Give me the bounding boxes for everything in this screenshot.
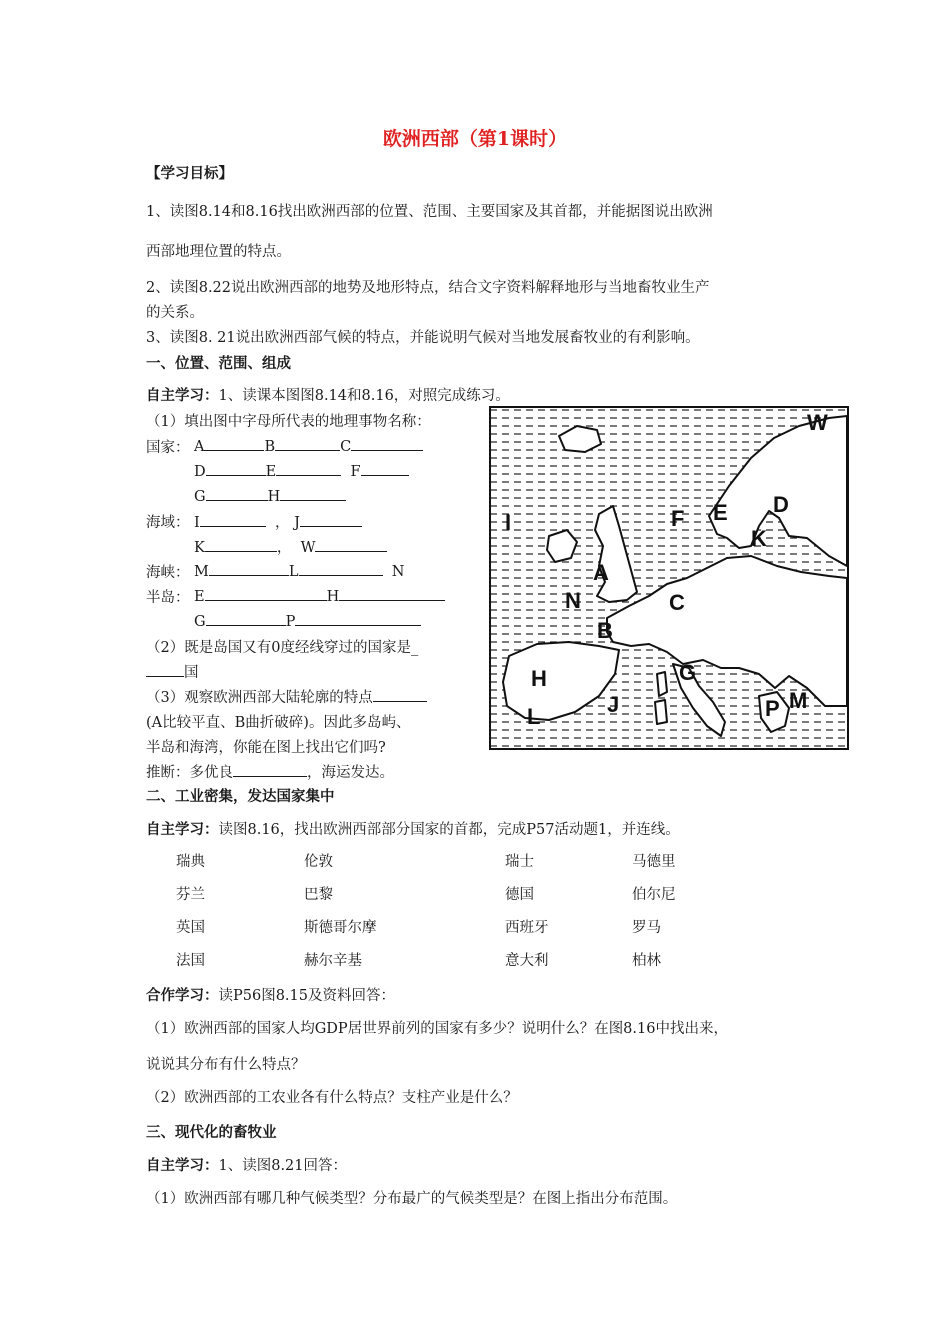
section3-heading: 三、现代化的畜牧业: [146, 1124, 277, 1141]
self-study-text: 读图8.16，找出欧洲西部部分国家的首都，完成P57活动题1，并连线。: [218, 822, 680, 838]
blank-F[interactable]: [361, 461, 409, 476]
q3-line3: 半岛和海湾，你能在图上找出它们吗?: [146, 740, 386, 756]
objective-1-line1: 1、读图8.14和8.16找出欧洲西部的位置、范围、主要国家及其首都，并能据图说出欧洲: [146, 204, 713, 220]
map-label: M: [789, 688, 808, 713]
objectives-heading: 【学习目标】: [146, 165, 233, 182]
map-label: W: [807, 410, 828, 435]
blank-row-DEF: D E F: [194, 461, 409, 480]
match-country-2[interactable]: 瑞士: [505, 854, 534, 870]
match-capital-1[interactable]: 斯德哥尔摩: [304, 920, 377, 936]
coop-text: 读P56图8.15及资料回答：: [218, 988, 395, 1004]
blank-q3[interactable]: [373, 687, 427, 702]
map-label: F: [671, 506, 685, 531]
match-country-2[interactable]: 意大利: [505, 953, 549, 969]
blank-E[interactable]: [276, 461, 341, 476]
q2-line2: 国: [146, 661, 199, 682]
match-capital-1[interactable]: 伦敦: [304, 854, 333, 870]
blank-G[interactable]: [206, 486, 268, 501]
match-country-1[interactable]: 瑞典: [176, 854, 205, 870]
q1-prompt: （1）填出图中字母所代表的地理事物名称：: [146, 414, 431, 430]
map-label: J: [607, 692, 620, 717]
match-capital-1[interactable]: 赫尔辛基: [304, 953, 362, 969]
self-study-text: 1、读课本图图8.14和8.16，对照完成练习。: [218, 388, 510, 404]
blank-row-IJ: I ， J: [194, 511, 362, 532]
blank-row-ABC: A B C: [194, 436, 423, 455]
coop-label: 合作学习：: [146, 987, 219, 1004]
blank-peninsula-E[interactable]: [205, 586, 327, 601]
objective-1-line2: 西部地理位置的特点。: [146, 244, 291, 260]
match-country-1[interactable]: 英国: [176, 920, 205, 936]
map-label: K: [751, 526, 767, 551]
blank-M[interactable]: [209, 561, 289, 576]
map-label: P: [765, 696, 780, 721]
blank-row-GH: G H: [194, 486, 346, 505]
map-label: L: [527, 704, 541, 729]
section2-self-study: [146, 818, 680, 839]
blank-row-EH: E H: [194, 586, 445, 605]
match-country-2[interactable]: 德国: [505, 887, 534, 903]
q3-line4: 推断：多优良 ，海运发达。: [146, 761, 394, 782]
blank-L[interactable]: [299, 561, 383, 576]
blank-B[interactable]: [275, 436, 340, 451]
q3-line2: (A比较平直、B曲折破碎)。因此多岛屿、: [146, 715, 411, 731]
coop-study: [146, 984, 395, 1005]
blank-J[interactable]: [300, 512, 362, 527]
match-country-1[interactable]: 法国: [176, 953, 205, 969]
match-country-2[interactable]: 西班牙: [505, 920, 549, 936]
section1-heading: 一、位置、范围、组成: [146, 355, 291, 372]
peninsula-label: 半岛：: [146, 590, 190, 606]
blank-H[interactable]: [280, 486, 346, 501]
self-study-label: 自主学习：: [146, 821, 219, 838]
blank-row-GP: G P: [194, 611, 421, 630]
map-label: N: [565, 588, 581, 613]
objective-2-line2: 的关系。: [146, 305, 204, 321]
match-capital-2[interactable]: 罗马: [632, 920, 661, 936]
blank-peninsula-P[interactable]: [295, 611, 421, 626]
country-label: 国家：: [146, 440, 190, 456]
match-capital-2[interactable]: 伯尔尼: [632, 887, 676, 903]
self-study-text: 1、读图8.21回答：: [218, 1158, 348, 1174]
europe-map: [489, 406, 849, 750]
page-title: 欧洲西部（第1课时）: [382, 128, 568, 150]
blank-C[interactable]: [351, 436, 423, 451]
section3-q1: （1）欧洲西部有哪几种气候类型？分布最广的气候类型是？在图上指出分布范围。: [146, 1191, 678, 1207]
match-country-1[interactable]: 芬兰: [176, 887, 205, 903]
map-label: G: [679, 660, 697, 685]
coop-q2: （2）欧洲西部的工农业各有什么特点？支柱产业是什么？: [146, 1090, 518, 1106]
blank-D[interactable]: [206, 461, 266, 476]
blank-W[interactable]: [315, 537, 387, 552]
map-label: I: [505, 510, 512, 535]
blank-A[interactable]: [204, 436, 264, 451]
map-label: H: [531, 666, 547, 691]
map-label: E: [713, 500, 728, 525]
blank-K[interactable]: [205, 537, 277, 552]
match-capital-1[interactable]: 巴黎: [304, 887, 333, 903]
blank-peninsula-G[interactable]: [206, 611, 286, 626]
self-study-label: 自主学习：: [146, 387, 219, 404]
coop-q1-line1: （1）欧洲西部的国家人均GDP居世界前列的国家有多少？说明什么？在图8.16中找出来，: [146, 1021, 728, 1037]
q3-line1: （3）观察欧洲西部大陆轮廓的特点: [146, 686, 427, 707]
blank-row-MLN: M L N: [194, 561, 404, 580]
blank-I[interactable]: [200, 512, 266, 527]
objective-2-line1: 2、读图8.22说出欧洲西部的地势及地形特点，结合文字资料解释地形与当地畜牧业生产: [146, 280, 710, 296]
strait-label: 海峡：: [146, 565, 190, 581]
section3-self-study: [146, 1154, 347, 1175]
map-label: D: [773, 492, 789, 517]
self-study-label: 自主学习：: [146, 1157, 219, 1174]
blank-harbor[interactable]: [233, 762, 307, 777]
sea-label: 海域：: [146, 515, 190, 531]
section1-self-study: [146, 384, 510, 405]
blank-row-KW: K ， W: [194, 536, 387, 557]
map-label: C: [669, 590, 685, 615]
blank-peninsula-H[interactable]: [339, 586, 445, 601]
objective-3: 3、读图8. 21说出欧洲西部气候的特点，并能说明气候对当地发展畜牧业的有利影响。: [146, 330, 700, 346]
map-label: B: [597, 618, 613, 643]
coop-q1-line2: 说说其分布有什么特点？: [146, 1057, 306, 1073]
match-capital-2[interactable]: 柏林: [632, 953, 661, 969]
map-label: A: [593, 560, 609, 585]
blank-q2[interactable]: [146, 662, 184, 677]
q2-line1: （2）既是岛国又有0度经线穿过的国家是_: [146, 640, 419, 656]
section2-heading: 二、工业密集，发达国家集中: [146, 788, 335, 805]
match-capital-2[interactable]: 马德里: [632, 854, 676, 870]
